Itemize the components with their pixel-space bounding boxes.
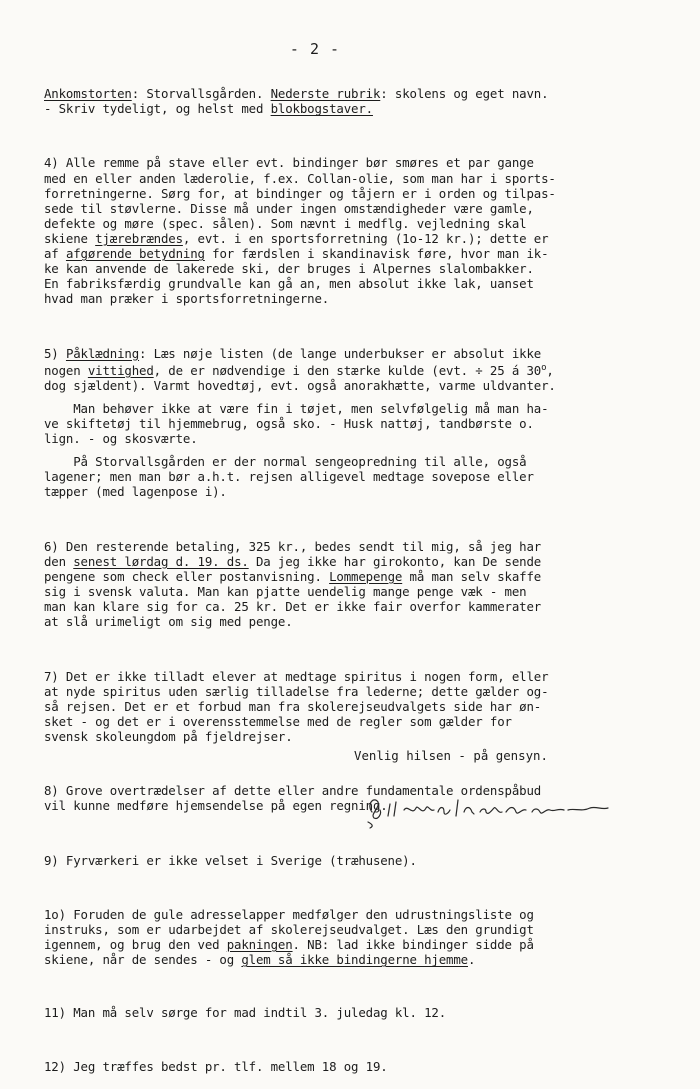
section-12-contact: 12) Jeg træffes bedst pr. tlf. mellem 18 og 19. bbox=[44, 1058, 388, 1074]
section-11-food: 11) Man må selv sørge for mad indtil 3. juledag kl. 12. bbox=[44, 1005, 447, 1021]
arrival-card-instruction: Ankomstorten: Storvallsgården. Nederste rubrik: skolens og eget navn. - Skriv tydeligt, og helst med blokbogstaver. bbox=[44, 86, 549, 117]
handwritten-signature-icon bbox=[360, 782, 620, 832]
page-number: - 2 - bbox=[289, 40, 341, 58]
section-8-violations: 8) Grove overtrædelser af dette eller andre fundamentale ordenspåbud vil kunne medføre hjemsendelse på egen regning. bbox=[44, 783, 542, 814]
section-10-labels: 1o) Foruden de gule adresselapper medfølger den udrustningsliste og instruks, som er udarbejdet af skolerejseudvalget. Læs den grundigt igennem, og brug den ved pakningen. NB: lad ikke bindinger sidde på skiene, når de sendes - og glem så ikke bindingerne hjemme. bbox=[44, 906, 534, 968]
section-5-clothing: 5) Påklædning: Læs nøje listen (de lange underbukser er absolut ikke nogen vittighed, de er nødvendige i den stærke kulde (evt. ÷ 25 á 30$^o$, dog sjældent). Varmt hovedtøj, evt. også anorakhætte, varme uldvanter. Man behøver ikke at være fin i tøjet, men selvfølgelig må man ha- ve skiftetøj til hjemmebrug, også sko. - Husk nattøj, tandbørste o. lign. - og skosværte. På Storvallsgården er der normal sengeopredning til alle, også lagener; men man bør a.h.t. rejsen alligevel medtage sovepose eller tæpper (med lagenpose i). bbox=[44, 345, 556, 500]
section-7-alcohol: 7) Det er ikke tilladt elever at medtage spiritus i nogen form, eller at nyde spiritus uden særlig tilladelse fra lederne; dette gælder og- så rejsen. Det er et forbud man fra skolerejseudvalgets side har øn- sket - og det er i overensstemmelse med de regler som gælder for svensk skoleungdom på fjeldrejser. bbox=[44, 668, 549, 744]
closing-greeting: Venlig hilsen - på gensyn. bbox=[354, 748, 548, 763]
letter-body bbox=[44, 71, 644, 1089]
label-ankomstorten: Ankomstorten bbox=[44, 86, 132, 102]
label-nederste-rubrik: Nederste rubrik bbox=[270, 86, 381, 102]
section-9-fireworks: 9) Fyrværkeri er ikke velset i Sverige (træhusene). bbox=[44, 852, 417, 868]
section-4-ski-equipment: 4) Alle remme på stave eller evt. bindinger bør smøres et par gange med en eller anden læderolie, f.ex. Collan-olie, som man har i sports- forretningerne. Sørg for, at bindinger og tåjern er i orden og tilpas- sede til støvlerne. Disse må under ingen omstændigheder være gamle, defekte og møre (spec. sålen). Som nævnt i medflg. vejledning skal skiene tjærebrændes, evt. i en sportsforretning (1o-12 kr.); dette er af afgørende betydning for færdslen i skandinavisk føre, hvor man ik- ke kan anvende de lakerede ski, der bruges i Alpernes slalombakker. En fabriksfærdig grundvalle kan gå an, men absolut ikke lak, uanset hvad man præker i sportsforretningerne. bbox=[44, 155, 556, 307]
section-6-payment: 6) Den resterende betaling, 325 kr., bedes sendt til mig, så jeg har den senest lørdag d. 19. ds. Da jeg ikke har girokonto, kan De sende pengene som check eller postanvisning. Lommepenge må man selv skaffe sig i svensk valuta. Man kan pjatte uendelig mange penge væk - men man kan klare sig for ca. 25 kr. Det er ikke fair overfor kammerater at slå urimeligt om sig med penge. bbox=[44, 538, 542, 630]
